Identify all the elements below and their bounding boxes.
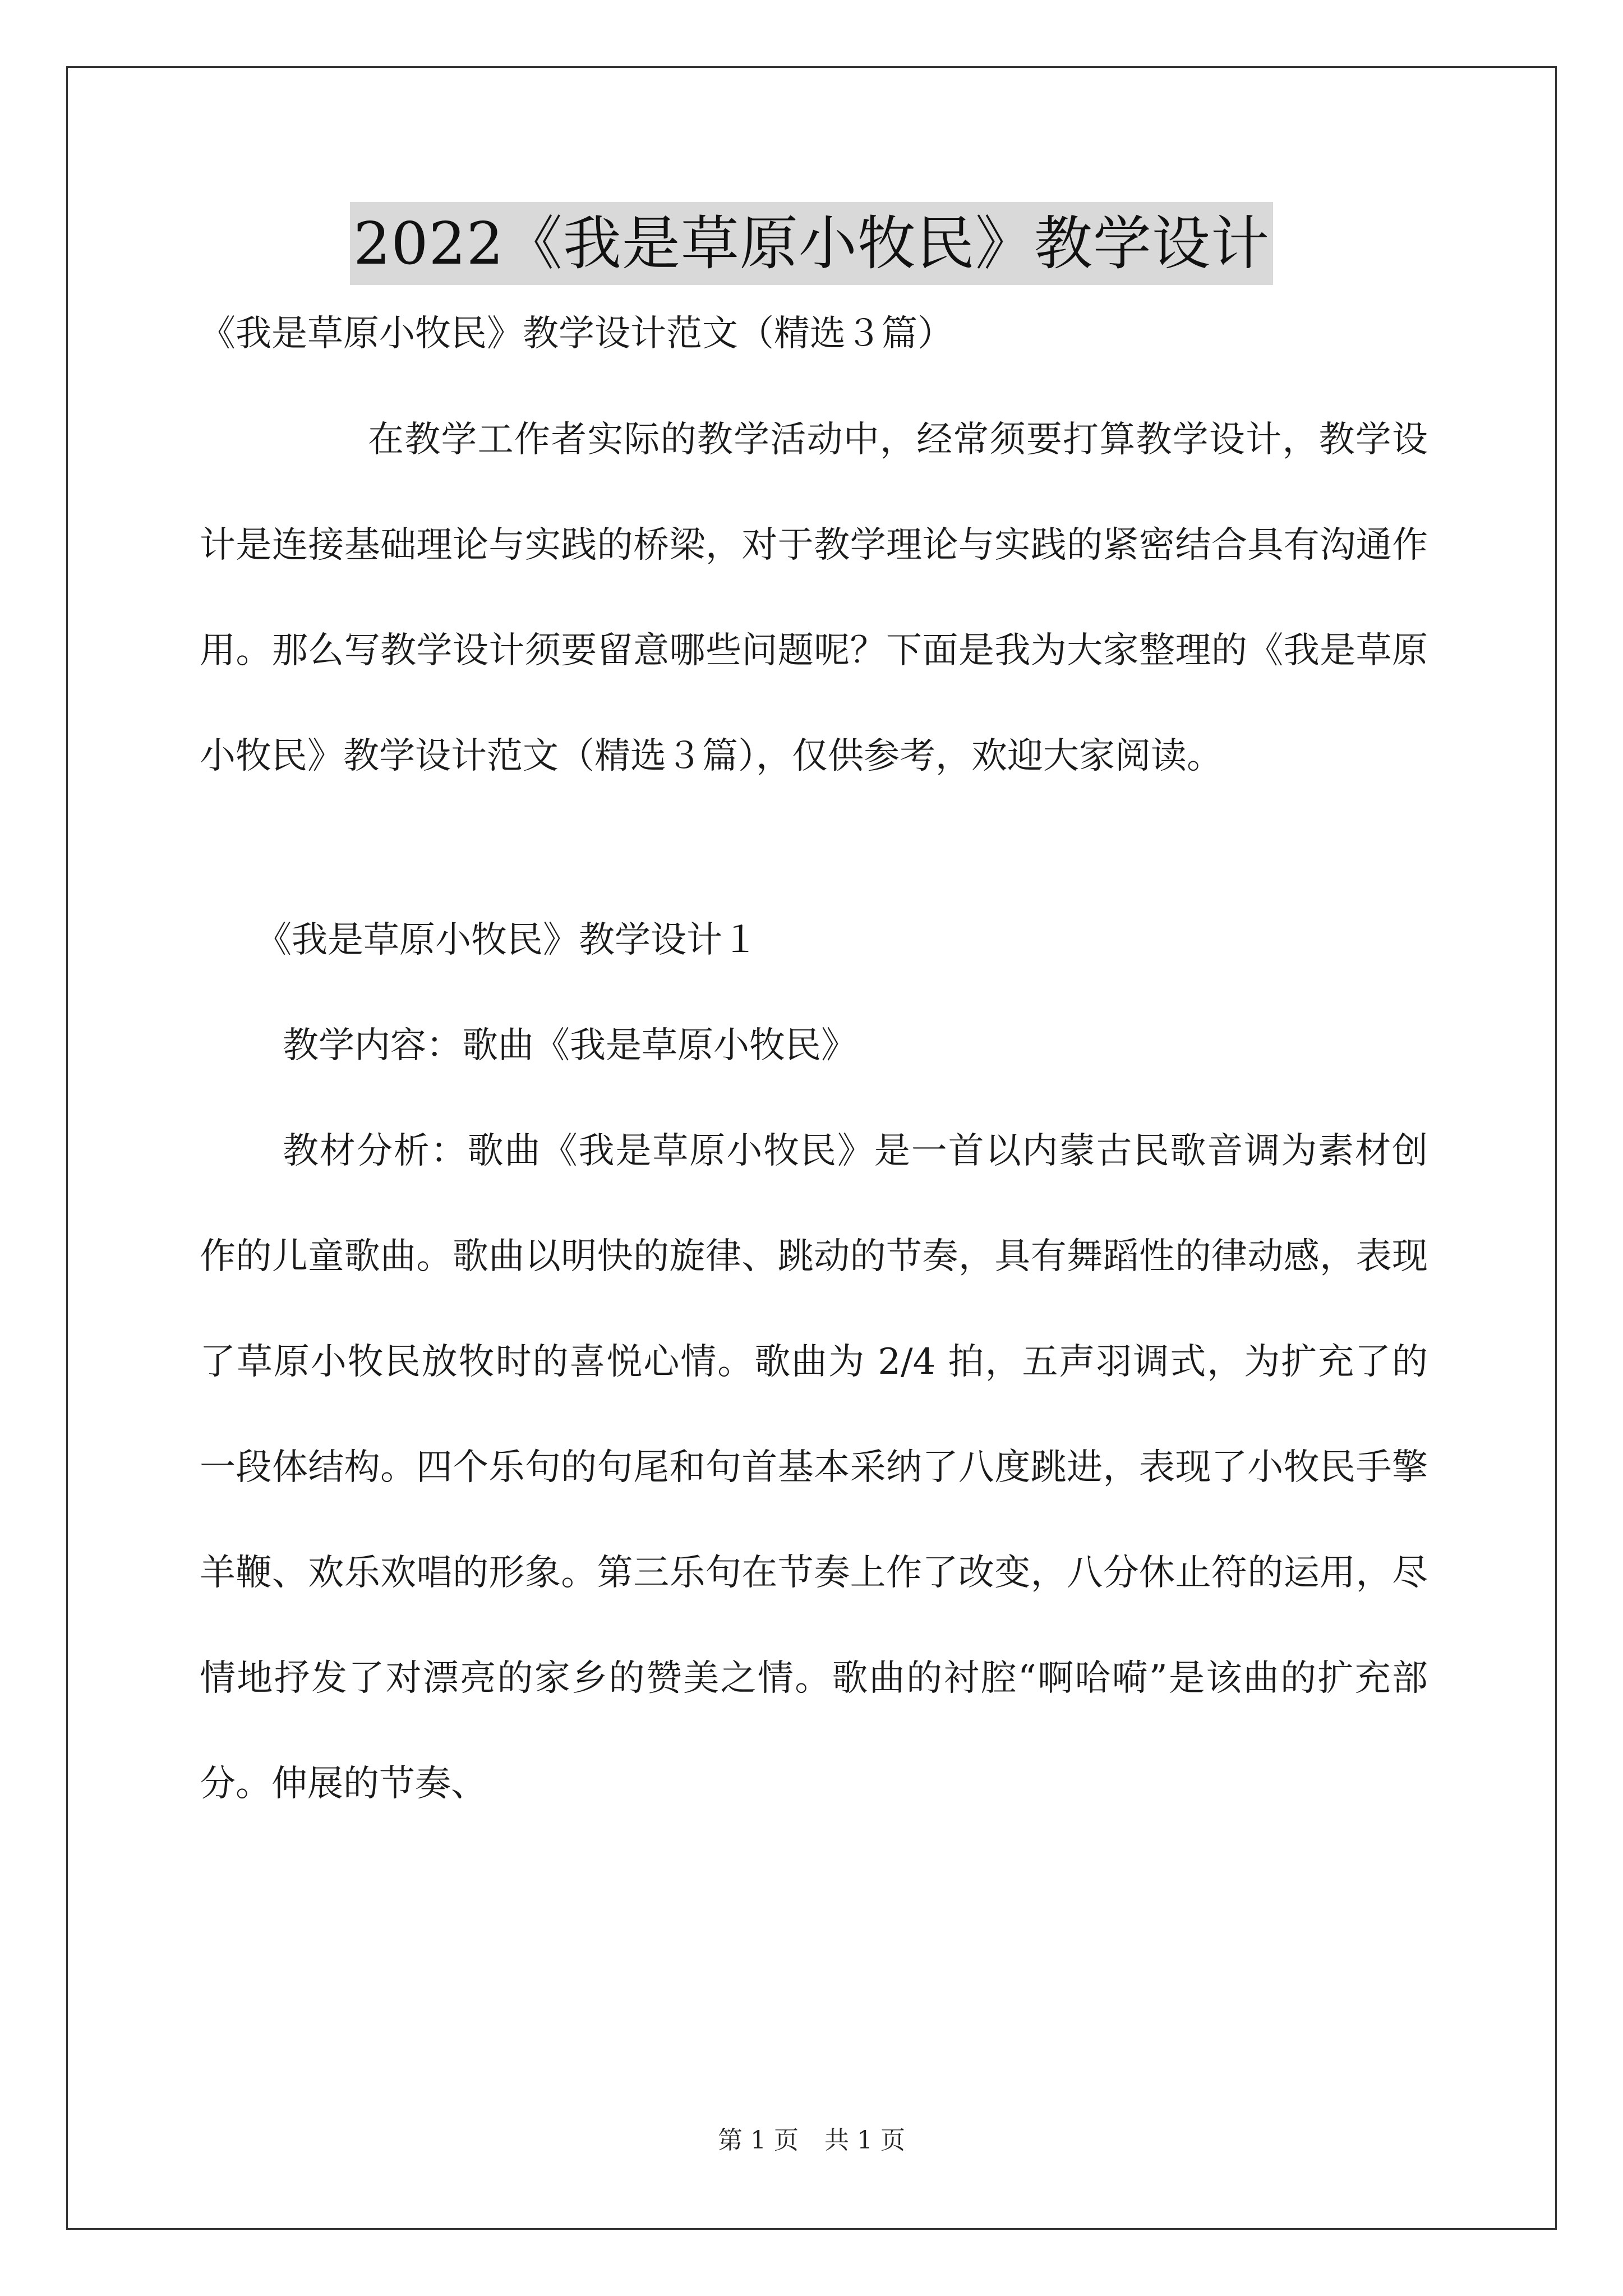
intro-paragraph: 在教学工作者实际的教学活动中，经常须要打算教学设计，教学设计是连接基础理论与实践的桥梁，对于教学理论与实践的紧密结合具有沟通作用。那么写教学设计须要留意哪些问题呢？下面是我为大家整理的《我是草原小牧民》教学设计范文（精选３篇），仅供参考，欢迎大家阅读。 [200, 419, 1428, 777]
title-container [0, 202, 1623, 285]
page-footer [0, 2124, 1623, 2157]
section-heading: 《我是草原小牧民》教学设计１ [256, 919, 758, 961]
teaching-content-paragraph: 教学内容：歌曲《我是草原小牧民》 [283, 1025, 857, 1066]
page-number-total: 共 1 页 [824, 2126, 905, 2155]
document-subtitle: 《我是草原小牧民》教学设计范文（精选３篇） [200, 313, 953, 355]
document-title: 2022《我是草原小牧民》教学设计 [350, 202, 1273, 285]
page-number-current: 第 1 页 [718, 2126, 799, 2155]
material-analysis-paragraph: 教材分析：歌曲《我是草原小牧民》是一首以内蒙古民歌音调为素材创作的儿童歌曲。歌曲以明快的旋律、跳动的节奏，具有舞蹈性的律动感，表现了草原小牧民放牧时的喜悦心情。歌曲为 2/4 拍，五声羽调式，为扩充了的一段体结构。四个乐句的句尾和句首基本采纳了八度跳进，表现了小牧民手擎羊鞭、欢乐欢唱的形象。第三乐句在节奏上作了改变，八分休止符的运用，尽情地抒发了对漂亮的家乡的赞美之情。歌曲的衬腔“啊哈嗬”是该曲的扩充部分。伸展的节奏、 [200, 1130, 1428, 1805]
document-body [200, 297, 1428, 1837]
